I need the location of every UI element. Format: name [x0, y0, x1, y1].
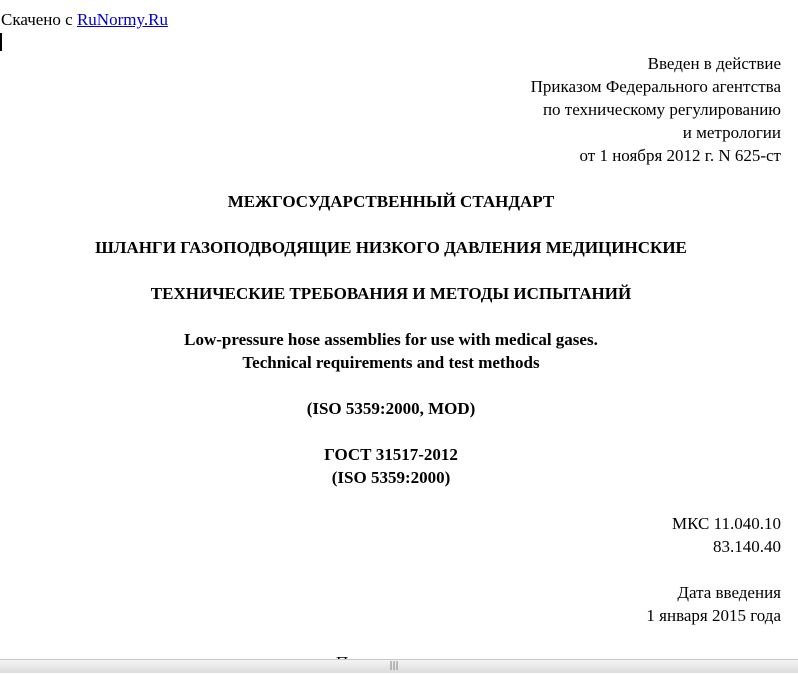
- enactment-line: и метрологии: [682, 123, 781, 142]
- iso-modification: (ISO 5359:2000, MOD): [306, 399, 476, 418]
- english-title-line: Low-pressure hose assemblies for use with medical gases.: [184, 330, 598, 349]
- english-title-line: Technical requirements and test methods: [242, 353, 540, 372]
- introduction-date: [646, 581, 781, 627]
- intro-date-label: Дата введения: [677, 583, 781, 602]
- intro-date-value: 1 января 2015 года: [646, 606, 781, 625]
- document-subtitle: ТЕХНИЧЕСКИЕ ТРЕБОВАНИЯ И МЕТОДЫ ИСПЫТАНИЙ: [150, 284, 632, 303]
- gost-designation: [0, 443, 782, 489]
- document-main-title: ШЛАНГИ ГАЗОПОДВОДЯЩИЕ НИЗКОГО ДАВЛЕНИЯ МЕДИЦИНСКИЕ: [95, 238, 687, 257]
- enactment-line: Введен в действие: [647, 54, 781, 73]
- standard-type-heading: МЕЖГОСУДАРСТВЕННЫЙ СТАНДАРТ: [227, 192, 555, 211]
- gost-iso-reference: (ISO 5359:2000): [331, 468, 451, 487]
- scrollbar-grip-icon[interactable]: |||: [389, 661, 399, 671]
- mks-code: МКС 11.040.10: [672, 514, 781, 533]
- english-title-block: [0, 328, 782, 374]
- enactment-line: Приказом Федерального агентства: [530, 77, 781, 96]
- source-prefix: Скачено с: [1, 10, 77, 29]
- source-line: [1, 8, 168, 31]
- mks-code: 83.140.40: [713, 537, 781, 556]
- enactment-line: от 1 ноября 2012 г. N 625-ст: [579, 146, 781, 165]
- enactment-line: по техническому регулированию: [542, 100, 781, 119]
- enactment-block: [531, 52, 781, 167]
- horizontal-scrollbar[interactable]: [0, 659, 798, 673]
- runormy-link[interactable]: RuNormy.Ru: [76, 10, 168, 29]
- gost-number: ГОСТ 31517-2012: [324, 445, 458, 464]
- text-cursor: [0, 33, 2, 51]
- mks-codes: [672, 512, 781, 558]
